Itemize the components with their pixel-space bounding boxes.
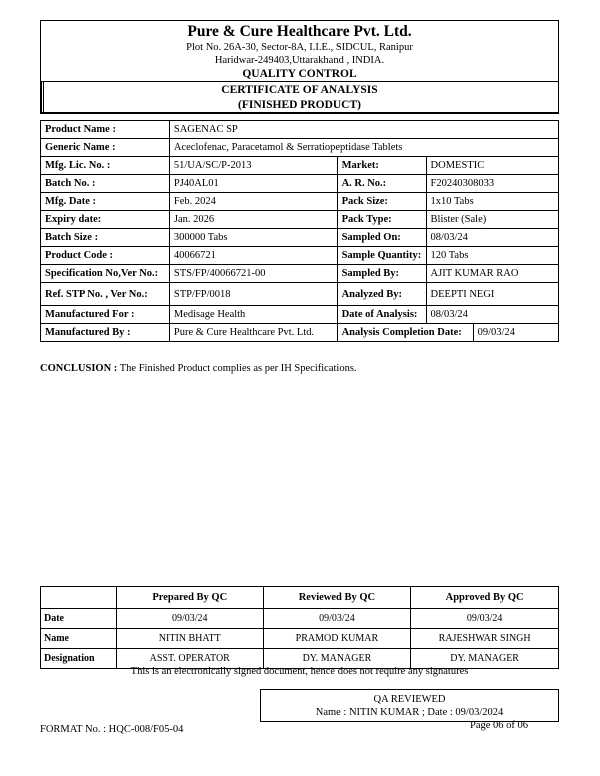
product-code-label: Product Code : bbox=[41, 247, 170, 265]
date-row-label: Date bbox=[41, 609, 117, 629]
market-value: DOMESTIC bbox=[426, 157, 558, 175]
table-row bbox=[41, 139, 559, 157]
sampled-by-label: Sampled By: bbox=[337, 265, 426, 283]
mfd-by-value: Pure & Cure Healthcare Pvt. Ltd. bbox=[169, 324, 337, 342]
ref-stp-value: STP/FP/0018 bbox=[169, 283, 337, 306]
sample-qty-label: Sample Quantity: bbox=[337, 247, 426, 265]
signature-table bbox=[40, 586, 559, 669]
reviewed-header: Reviewed By QC bbox=[263, 587, 411, 609]
table-row bbox=[41, 306, 559, 324]
conclusion-label: CONCLUSION : bbox=[40, 363, 118, 374]
batch-no-value: PJ40AL01 bbox=[169, 175, 337, 193]
spec-label: Specification No,Ver No.: bbox=[41, 265, 170, 283]
department: QUALITY CONTROL bbox=[242, 68, 357, 80]
qa-detail: Name : NITIN KUMAR ; Date : 09/03/2024 bbox=[315, 707, 504, 718]
batch-size-label: Batch Size : bbox=[41, 229, 170, 247]
certificate-border bbox=[41, 82, 558, 113]
generic-name-value: Aceclofenac, Paracetamol & Serratiopeptidase Tablets bbox=[169, 139, 558, 157]
qa-title: QA REVIEWED bbox=[373, 694, 446, 705]
completion-label: Analysis Completion Date: bbox=[338, 324, 474, 341]
prepared-name: NITIN BHATT bbox=[116, 629, 263, 649]
table-row bbox=[41, 193, 559, 211]
table-row bbox=[41, 211, 559, 229]
sampled-by-value: AJIT KUMAR RAO bbox=[426, 265, 558, 283]
completion-cell bbox=[337, 324, 558, 342]
analysis-date-label: Date of Analysis: bbox=[337, 306, 426, 324]
generic-name-label: Generic Name : bbox=[41, 139, 170, 157]
pack-size-value: 1x10 Tabs bbox=[426, 193, 558, 211]
conclusion-text: The Finished Product complies as per IH Specifications. bbox=[119, 363, 357, 374]
table-row bbox=[41, 247, 559, 265]
mfd-for-label: Manufactured For : bbox=[41, 306, 170, 324]
product-info-table bbox=[40, 120, 559, 342]
table-row bbox=[41, 587, 559, 609]
market-label: Market: bbox=[337, 157, 426, 175]
analyzed-by-label: Analyzed By: bbox=[337, 283, 426, 306]
ref-stp-label: Ref. STP No. , Ver No.: bbox=[41, 283, 170, 306]
sampled-on-value: 08/03/24 bbox=[426, 229, 558, 247]
table-row bbox=[41, 629, 559, 649]
company-name: Pure & Cure Healthcare Pvt. Ltd. bbox=[187, 23, 412, 40]
certificate-title: CERTIFICATE OF ANALYSIS bbox=[221, 84, 378, 96]
approved-header: Approved By QC bbox=[411, 587, 559, 609]
blank-header bbox=[41, 587, 117, 609]
mfd-by-label: Manufactured By : bbox=[41, 324, 170, 342]
qa-reviewed-box bbox=[260, 689, 559, 722]
expiry-value: Jan. 2026 bbox=[169, 211, 337, 229]
mfg-date-value: Feb. 2024 bbox=[169, 193, 337, 211]
table-row bbox=[41, 324, 559, 342]
expiry-label: Expiry date: bbox=[41, 211, 170, 229]
pack-type-label: Pack Type: bbox=[337, 211, 426, 229]
table-row bbox=[41, 121, 559, 139]
completion-value: 09/03/24 bbox=[477, 327, 515, 338]
certificate-title-box bbox=[40, 81, 559, 114]
mfd-for-value: Medisage Health bbox=[169, 306, 337, 324]
prepared-header: Prepared By QC bbox=[116, 587, 263, 609]
sample-qty-value: 120 Tabs bbox=[426, 247, 558, 265]
prepared-designation: ASST. OPERATOR bbox=[116, 649, 263, 669]
analysis-date-value: 08/03/24 bbox=[426, 306, 558, 324]
ar-no-value: F20240308033 bbox=[426, 175, 558, 193]
table-row bbox=[41, 265, 559, 283]
product-name-label: Product Name : bbox=[41, 121, 170, 139]
format-number: FORMAT No. : HQC-008/F05-04 bbox=[40, 724, 184, 735]
batch-size-value: 300000 Tabs bbox=[169, 229, 337, 247]
page-number: Page 06 of 06 bbox=[470, 720, 529, 731]
reviewed-date: 09/03/24 bbox=[263, 609, 411, 629]
approved-designation: DY. MANAGER bbox=[411, 649, 559, 669]
designation-row-label: Designation bbox=[41, 649, 117, 669]
mfg-lic-value: 51/UA/SC/P-2013 bbox=[169, 157, 337, 175]
conclusion bbox=[40, 363, 357, 374]
ar-no-label: A. R. No.: bbox=[337, 175, 426, 193]
spec-value: STS/FP/40066721-00 bbox=[169, 265, 337, 283]
approved-name: RAJESHWAR SINGH bbox=[411, 629, 559, 649]
product-name-value: SAGENAC SP bbox=[169, 121, 558, 139]
table-row bbox=[41, 157, 559, 175]
table-row bbox=[41, 609, 559, 629]
batch-no-label: Batch No. : bbox=[41, 175, 170, 193]
table-row bbox=[41, 175, 559, 193]
table-row bbox=[41, 229, 559, 247]
mfg-lic-label: Mfg. Lic. No. : bbox=[41, 157, 170, 175]
pack-size-label: Pack Size: bbox=[337, 193, 426, 211]
analyzed-by-value: DEEPTI NEGI bbox=[426, 283, 558, 306]
name-row-label: Name bbox=[41, 629, 117, 649]
certificate-subtitle: (FINISHED PRODUCT) bbox=[238, 99, 361, 111]
reviewed-designation: DY. MANAGER bbox=[263, 649, 411, 669]
address-line-2: Haridwar-249403,Uttarakhand , INDIA. bbox=[214, 55, 385, 66]
product-code-value: 40066721 bbox=[169, 247, 337, 265]
address-line-1: Plot No. 26A-30, Sector-8A, I.I.E., SIDCUL, Ranipur bbox=[186, 42, 413, 53]
sampled-on-label: Sampled On: bbox=[337, 229, 426, 247]
prepared-date: 09/03/24 bbox=[116, 609, 263, 629]
mfg-date-label: Mfg. Date : bbox=[41, 193, 170, 211]
esign-note: This is an electronically signed document, hence does not require any signatures bbox=[130, 666, 469, 677]
table-row bbox=[41, 283, 559, 306]
approved-date: 09/03/24 bbox=[411, 609, 559, 629]
reviewed-name: PRAMOD KUMAR bbox=[263, 629, 411, 649]
pack-type-value: Blister (Sale) bbox=[426, 211, 558, 229]
